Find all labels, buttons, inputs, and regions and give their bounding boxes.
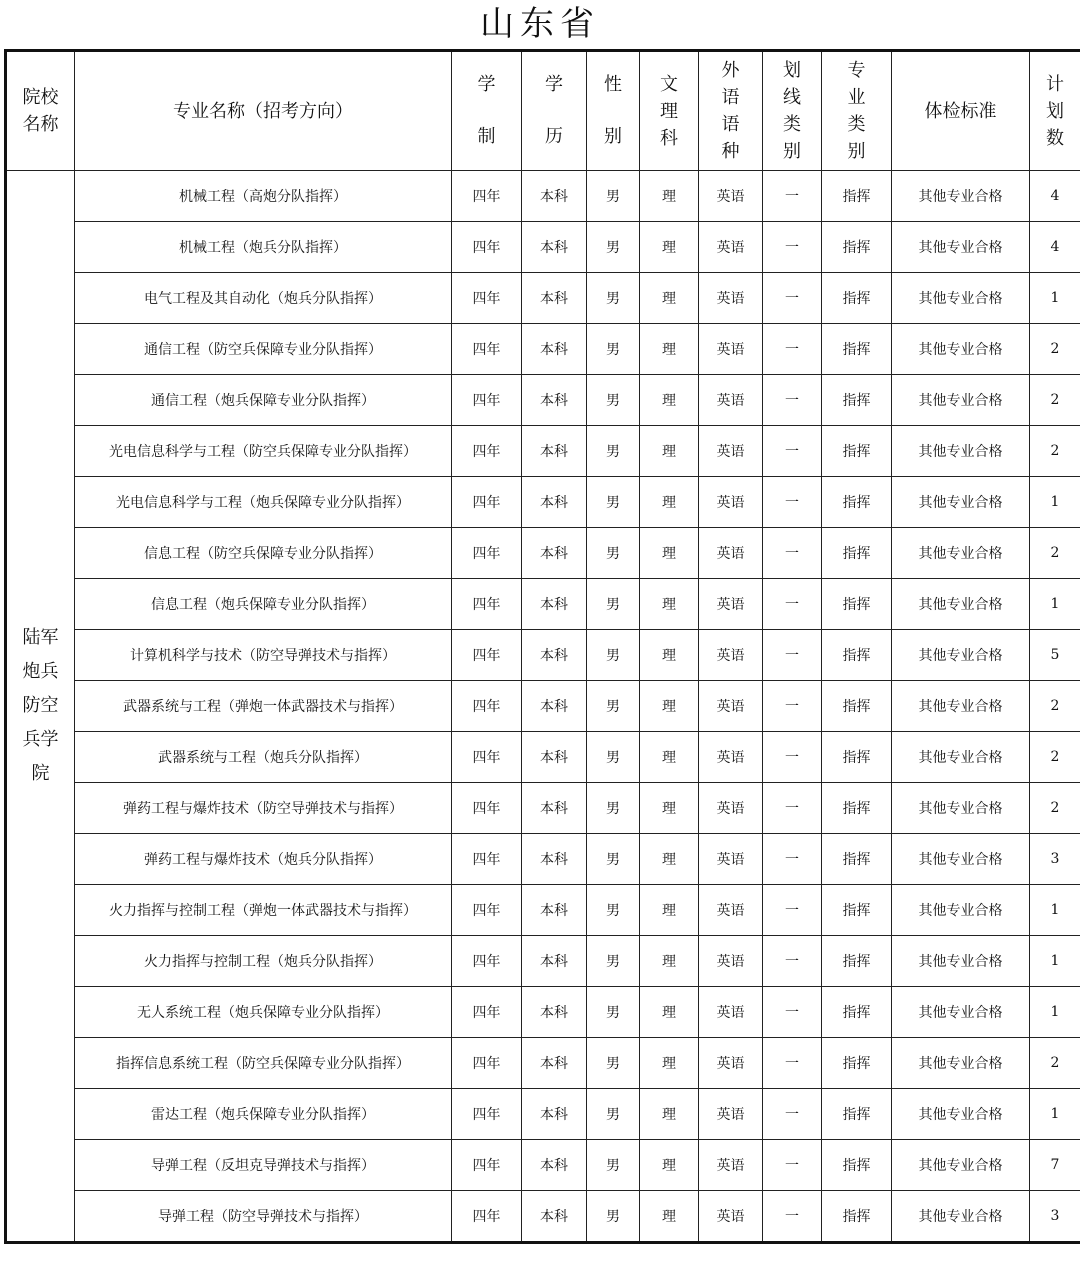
plan-cell: 2 (1030, 1038, 1080, 1089)
plan-cell: 3 (1030, 834, 1080, 885)
header-category (822, 51, 892, 171)
length-cell: 四年 (452, 528, 522, 579)
line-type-cell: 一 (763, 834, 822, 885)
gender-cell: 男 (587, 681, 640, 732)
language-cell: 英语 (699, 783, 763, 834)
table-row (6, 885, 1080, 936)
track-cell: 理 (640, 783, 699, 834)
track-cell: 理 (640, 273, 699, 324)
line-type-cell: 一 (763, 273, 822, 324)
category-cell: 指挥 (822, 1089, 892, 1140)
gender-cell: 男 (587, 834, 640, 885)
category-cell: 指挥 (822, 1191, 892, 1243)
gender-cell: 男 (587, 630, 640, 681)
plan-cell: 2 (1030, 324, 1080, 375)
track-cell: 理 (640, 834, 699, 885)
line-type-cell: 一 (763, 936, 822, 987)
plan-cell: 1 (1030, 1089, 1080, 1140)
table-row (6, 783, 1080, 834)
degree-cell: 本科 (522, 171, 587, 222)
degree-cell: 本科 (522, 936, 587, 987)
plan-cell: 2 (1030, 426, 1080, 477)
language-cell: 英语 (699, 1038, 763, 1089)
major-cell: 电气工程及其自动化（炮兵分队指挥） (75, 273, 452, 324)
degree-cell: 本科 (522, 1089, 587, 1140)
category-cell: 指挥 (822, 477, 892, 528)
table-row (6, 222, 1080, 273)
physical-cell: 其他专业合格 (892, 222, 1030, 273)
physical-cell: 其他专业合格 (892, 885, 1030, 936)
table-row (6, 1038, 1080, 1089)
line-type-cell: 一 (763, 1140, 822, 1191)
table-row (6, 1191, 1080, 1243)
table-row (6, 987, 1080, 1038)
plan-cell: 1 (1030, 477, 1080, 528)
major-cell: 计算机科学与技术（防空导弹技术与指挥） (75, 630, 452, 681)
category-cell: 指挥 (822, 375, 892, 426)
page-title: 山东省 (480, 4, 600, 44)
track-cell: 理 (640, 222, 699, 273)
major-cell: 通信工程（炮兵保障专业分队指挥） (75, 375, 452, 426)
length-cell: 四年 (452, 1089, 522, 1140)
degree-cell: 本科 (522, 579, 587, 630)
table-row (6, 273, 1080, 324)
line-type-cell: 一 (763, 324, 822, 375)
major-cell: 火力指挥与控制工程（炮兵分队指挥） (75, 936, 452, 987)
gender-cell: 男 (587, 885, 640, 936)
physical-cell: 其他专业合格 (892, 1191, 1030, 1243)
track-cell: 理 (640, 477, 699, 528)
line-type-cell: 一 (763, 1191, 822, 1243)
degree-cell: 本科 (522, 222, 587, 273)
degree-cell: 本科 (522, 885, 587, 936)
track-cell: 理 (640, 375, 699, 426)
table-body (6, 171, 1080, 1243)
header-gender-label: 性别 (604, 74, 622, 147)
line-type-cell: 一 (763, 426, 822, 477)
table-row (6, 375, 1080, 426)
length-cell: 四年 (452, 477, 522, 528)
category-cell: 指挥 (822, 834, 892, 885)
gender-cell: 男 (587, 579, 640, 630)
track-cell: 理 (640, 1140, 699, 1191)
table-row (6, 324, 1080, 375)
degree-cell: 本科 (522, 834, 587, 885)
major-cell: 弹药工程与爆炸技术（防空导弹技术与指挥） (75, 783, 452, 834)
line-type-cell: 一 (763, 528, 822, 579)
length-cell: 四年 (452, 732, 522, 783)
physical-cell: 其他专业合格 (892, 936, 1030, 987)
table-row (6, 528, 1080, 579)
header-category-label: 专业类别 (847, 60, 866, 162)
length-cell: 四年 (452, 1191, 522, 1243)
degree-cell: 本科 (522, 477, 587, 528)
category-cell: 指挥 (822, 987, 892, 1038)
degree-cell: 本科 (522, 528, 587, 579)
major-cell: 机械工程（炮兵分队指挥） (75, 222, 452, 273)
table-row (6, 1089, 1080, 1140)
physical-cell: 其他专业合格 (892, 783, 1030, 834)
major-cell: 光电信息科学与工程（防空兵保障专业分队指挥） (75, 426, 452, 477)
plan-cell: 2 (1030, 732, 1080, 783)
gender-cell: 男 (587, 528, 640, 579)
plan-cell: 1 (1030, 885, 1080, 936)
header-length-label: 学制 (477, 74, 496, 147)
length-cell: 四年 (452, 273, 522, 324)
degree-cell: 本科 (522, 987, 587, 1038)
major-cell: 弹药工程与爆炸技术（炮兵分队指挥） (75, 834, 452, 885)
length-cell: 四年 (452, 783, 522, 834)
table-row (6, 1140, 1080, 1191)
plan-cell: 2 (1030, 375, 1080, 426)
category-cell: 指挥 (822, 936, 892, 987)
category-cell: 指挥 (822, 783, 892, 834)
physical-cell: 其他专业合格 (892, 834, 1030, 885)
admission-plan-table (4, 49, 1080, 1244)
length-cell: 四年 (452, 1038, 522, 1089)
length-cell: 四年 (452, 426, 522, 477)
gender-cell: 男 (587, 477, 640, 528)
track-cell: 理 (640, 528, 699, 579)
line-type-cell: 一 (763, 630, 822, 681)
plan-cell: 2 (1030, 783, 1080, 834)
line-type-cell: 一 (763, 1038, 822, 1089)
header-degree (522, 51, 587, 171)
line-type-cell: 一 (763, 222, 822, 273)
physical-cell: 其他专业合格 (892, 630, 1030, 681)
table-row (6, 681, 1080, 732)
degree-cell: 本科 (522, 375, 587, 426)
gender-cell: 男 (587, 171, 640, 222)
gender-cell: 男 (587, 1191, 640, 1243)
degree-cell: 本科 (522, 273, 587, 324)
physical-cell: 其他专业合格 (892, 375, 1030, 426)
length-cell: 四年 (452, 1140, 522, 1191)
degree-cell: 本科 (522, 1038, 587, 1089)
major-cell: 指挥信息系统工程（防空兵保障专业分队指挥） (75, 1038, 452, 1089)
language-cell: 英语 (699, 528, 763, 579)
plan-cell: 3 (1030, 1191, 1080, 1243)
track-cell: 理 (640, 630, 699, 681)
plan-cell: 1 (1030, 579, 1080, 630)
header-plan-label: 计划数 (1046, 73, 1064, 149)
track-cell: 理 (640, 732, 699, 783)
table-row (6, 477, 1080, 528)
track-cell: 理 (640, 1191, 699, 1243)
line-type-cell: 一 (763, 885, 822, 936)
major-cell: 信息工程（防空兵保障专业分队指挥） (75, 528, 452, 579)
length-cell: 四年 (452, 375, 522, 426)
plan-cell: 2 (1030, 528, 1080, 579)
category-cell: 指挥 (822, 885, 892, 936)
gender-cell: 男 (587, 732, 640, 783)
category-cell: 指挥 (822, 171, 892, 222)
physical-cell: 其他专业合格 (892, 987, 1030, 1038)
major-cell: 导弹工程（防空导弹技术与指挥） (75, 1191, 452, 1243)
physical-cell: 其他专业合格 (892, 426, 1030, 477)
header-language (699, 51, 763, 171)
school-name-cell (6, 171, 75, 1243)
line-type-cell: 一 (763, 987, 822, 1038)
degree-cell: 本科 (522, 324, 587, 375)
language-cell: 英语 (699, 1191, 763, 1243)
gender-cell: 男 (587, 987, 640, 1038)
gender-cell: 男 (587, 1089, 640, 1140)
track-cell: 理 (640, 171, 699, 222)
major-cell: 雷达工程（炮兵保障专业分队指挥） (75, 1089, 452, 1140)
table-header (6, 51, 1080, 171)
gender-cell: 男 (587, 1038, 640, 1089)
category-cell: 指挥 (822, 732, 892, 783)
track-cell: 理 (640, 987, 699, 1038)
major-cell: 通信工程（防空兵保障专业分队指挥） (75, 324, 452, 375)
physical-cell: 其他专业合格 (892, 477, 1030, 528)
language-cell: 英语 (699, 579, 763, 630)
header-line-type (763, 51, 822, 171)
physical-cell: 其他专业合格 (892, 579, 1030, 630)
header-school (6, 51, 75, 171)
track-cell: 理 (640, 324, 699, 375)
table-row (6, 426, 1080, 477)
line-type-cell: 一 (763, 375, 822, 426)
length-cell: 四年 (452, 834, 522, 885)
degree-cell: 本科 (522, 426, 587, 477)
header-physical: 体检标准 (892, 51, 1030, 171)
gender-cell: 男 (587, 1140, 640, 1191)
major-cell: 火力指挥与控制工程（弹炮一体武器技术与指挥） (75, 885, 452, 936)
degree-cell: 本科 (522, 630, 587, 681)
length-cell: 四年 (452, 936, 522, 987)
language-cell: 英语 (699, 987, 763, 1038)
track-cell: 理 (640, 426, 699, 477)
major-cell: 无人系统工程（炮兵保障专业分队指挥） (75, 987, 452, 1038)
category-cell: 指挥 (822, 630, 892, 681)
category-cell: 指挥 (822, 324, 892, 375)
header-plan (1030, 51, 1080, 171)
line-type-cell: 一 (763, 783, 822, 834)
header-line-type-label: 划线类别 (783, 60, 801, 162)
degree-cell: 本科 (522, 1140, 587, 1191)
major-cell: 武器系统与工程（弹炮一体武器技术与指挥） (75, 681, 452, 732)
header-length (452, 51, 522, 171)
track-cell: 理 (640, 936, 699, 987)
language-cell: 英语 (699, 273, 763, 324)
table-row (6, 579, 1080, 630)
physical-cell: 其他专业合格 (892, 1140, 1030, 1191)
language-cell: 英语 (699, 681, 763, 732)
gender-cell: 男 (587, 936, 640, 987)
plan-cell: 1 (1030, 987, 1080, 1038)
category-cell: 指挥 (822, 273, 892, 324)
track-cell: 理 (640, 1038, 699, 1089)
plan-cell: 1 (1030, 936, 1080, 987)
track-cell: 理 (640, 681, 699, 732)
major-cell: 信息工程（炮兵保障专业分队指挥） (75, 579, 452, 630)
plan-cell: 4 (1030, 222, 1080, 273)
table-row (6, 630, 1080, 681)
plan-cell: 5 (1030, 630, 1080, 681)
gender-cell: 男 (587, 222, 640, 273)
language-cell: 英语 (699, 1089, 763, 1140)
line-type-cell: 一 (763, 1089, 822, 1140)
category-cell: 指挥 (822, 1140, 892, 1191)
language-cell: 英语 (699, 732, 763, 783)
language-cell: 英语 (699, 375, 763, 426)
line-type-cell: 一 (763, 681, 822, 732)
plan-cell: 2 (1030, 681, 1080, 732)
language-cell: 英语 (699, 1140, 763, 1191)
language-cell: 英语 (699, 171, 763, 222)
length-cell: 四年 (452, 630, 522, 681)
track-cell: 理 (640, 1089, 699, 1140)
physical-cell: 其他专业合格 (892, 681, 1030, 732)
physical-cell: 其他专业合格 (892, 732, 1030, 783)
degree-cell: 本科 (522, 681, 587, 732)
length-cell: 四年 (452, 222, 522, 273)
gender-cell: 男 (587, 273, 640, 324)
language-cell: 英语 (699, 885, 763, 936)
degree-cell: 本科 (522, 732, 587, 783)
gender-cell: 男 (587, 783, 640, 834)
physical-cell: 其他专业合格 (892, 1038, 1030, 1089)
plan-cell: 4 (1030, 171, 1080, 222)
major-cell: 导弹工程（反坦克导弹技术与指挥） (75, 1140, 452, 1191)
category-cell: 指挥 (822, 426, 892, 477)
line-type-cell: 一 (763, 171, 822, 222)
language-cell: 英语 (699, 222, 763, 273)
table-row (6, 936, 1080, 987)
header-school-label: 院校名称 (22, 87, 59, 135)
gender-cell: 男 (587, 426, 640, 477)
language-cell: 英语 (699, 477, 763, 528)
length-cell: 四年 (452, 987, 522, 1038)
gender-cell: 男 (587, 375, 640, 426)
length-cell: 四年 (452, 681, 522, 732)
physical-cell: 其他专业合格 (892, 1089, 1030, 1140)
plan-cell: 1 (1030, 273, 1080, 324)
physical-cell: 其他专业合格 (892, 324, 1030, 375)
language-cell: 英语 (699, 324, 763, 375)
major-cell: 光电信息科学与工程（炮兵保障专业分队指挥） (75, 477, 452, 528)
category-cell: 指挥 (822, 681, 892, 732)
track-cell: 理 (640, 579, 699, 630)
header-gender (587, 51, 640, 171)
language-cell: 英语 (699, 936, 763, 987)
track-cell: 理 (640, 885, 699, 936)
degree-cell: 本科 (522, 783, 587, 834)
major-cell: 武器系统与工程（炮兵分队指挥） (75, 732, 452, 783)
degree-cell: 本科 (522, 1191, 587, 1243)
major-cell: 机械工程（高炮分队指挥） (75, 171, 452, 222)
line-type-cell: 一 (763, 477, 822, 528)
line-type-cell: 一 (763, 732, 822, 783)
header-track-label: 文理科 (660, 73, 678, 149)
header-track (640, 51, 699, 171)
length-cell: 四年 (452, 171, 522, 222)
physical-cell: 其他专业合格 (892, 528, 1030, 579)
plan-cell: 7 (1030, 1140, 1080, 1191)
category-cell: 指挥 (822, 1038, 892, 1089)
language-cell: 英语 (699, 630, 763, 681)
physical-cell: 其他专业合格 (892, 171, 1030, 222)
length-cell: 四年 (452, 324, 522, 375)
category-cell: 指挥 (822, 528, 892, 579)
category-cell: 指挥 (822, 579, 892, 630)
category-cell: 指挥 (822, 222, 892, 273)
table-row (6, 732, 1080, 783)
header-degree-label: 学历 (545, 74, 563, 147)
line-type-cell: 一 (763, 579, 822, 630)
table-row (6, 834, 1080, 885)
language-cell: 英语 (699, 834, 763, 885)
table-row (6, 171, 1080, 222)
school-name: 陆军炮兵防空兵学院 (22, 627, 59, 784)
gender-cell: 男 (587, 324, 640, 375)
length-cell: 四年 (452, 885, 522, 936)
language-cell: 英语 (699, 426, 763, 477)
physical-cell: 其他专业合格 (892, 273, 1030, 324)
header-language-label: 外语语种 (721, 60, 740, 162)
header-major: 专业名称（招考方向） (75, 51, 452, 171)
length-cell: 四年 (452, 579, 522, 630)
